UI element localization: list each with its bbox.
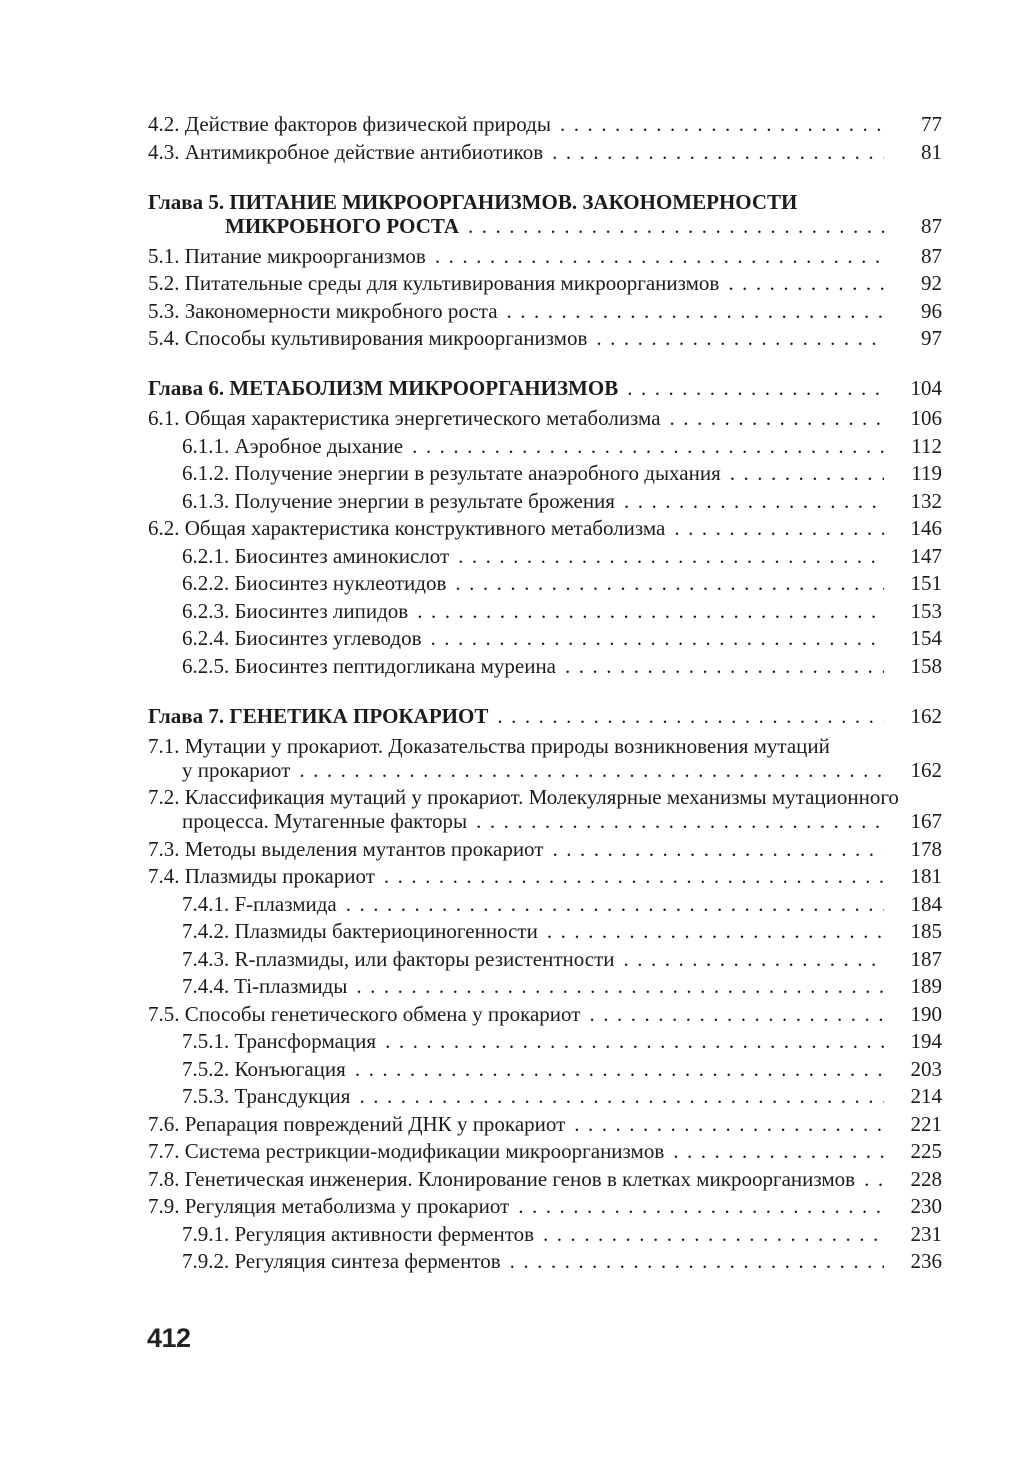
- toc-entry-title: 6.1. Общая характеристика энергетического метаболизма: [148, 406, 661, 430]
- dot-leader: [299, 758, 884, 782]
- toc-entry-title: 7.3. Методы выделения мутантов прокариот: [148, 836, 544, 861]
- toc-entry-page: 190: [910, 1001, 942, 1026]
- toc-entry-line: [148, 892, 942, 916]
- dot-leader: [431, 626, 884, 650]
- toc-entry-title: 6.1.2. Получение энергии в результате анаэробного дыхания: [182, 461, 721, 485]
- toc-entry-title: 7.5.2. Конъюгация: [182, 1056, 346, 1081]
- toc-entry-line: [148, 1194, 942, 1218]
- toc-entry: [148, 1222, 942, 1246]
- toc-list: [148, 112, 942, 1273]
- toc-entry: [148, 406, 942, 430]
- toc-entry-page: 225: [910, 1139, 942, 1163]
- dot-leader: [458, 544, 884, 568]
- toc-entry-title: 6.2.3. Биосинтез липидов: [182, 598, 409, 623]
- toc-entry-title: 4.3. Антимикробное действие антибиотиков: [148, 139, 544, 164]
- toc-entry-line: [148, 516, 942, 540]
- toc-entry-title: 7.9. Регуляция метаболизма у прокариот: [148, 1194, 510, 1218]
- toc-entry: [148, 974, 942, 998]
- dot-leader: [435, 244, 884, 268]
- dot-leader: [674, 516, 884, 540]
- dot-leader: [673, 1139, 884, 1163]
- dot-leader: [596, 326, 884, 350]
- dot-leader: [510, 1249, 884, 1273]
- toc-entry-line: [148, 1112, 942, 1136]
- toc-entry: [148, 1112, 942, 1136]
- dot-leader: [730, 461, 884, 485]
- toc-entry-page: 106: [910, 406, 942, 430]
- toc-entry: [148, 626, 942, 650]
- toc-entry: [148, 919, 942, 943]
- toc-entry-line: [148, 1139, 942, 1163]
- toc-entry-line: [148, 571, 942, 595]
- toc-entry: [148, 654, 942, 678]
- toc-entry: [148, 734, 942, 782]
- toc-entry-title: 7.4.2. Плазмиды бактериоциногенности: [182, 919, 538, 943]
- toc-entry-page: 230: [910, 1194, 942, 1218]
- toc-entry-page: 96: [921, 298, 942, 323]
- dot-leader: [565, 654, 884, 678]
- dot-leader: [547, 919, 884, 943]
- dot-leader: [417, 599, 884, 623]
- toc-entry-line: [148, 864, 942, 888]
- toc-entry-page: 178: [910, 836, 942, 861]
- toc-entry-page: 87: [921, 243, 942, 268]
- toc-entry-line: [148, 1057, 942, 1081]
- toc-entry-page: 92: [921, 271, 942, 295]
- toc-entry-page: 203: [910, 1056, 942, 1081]
- toc-entry-line: [148, 785, 942, 809]
- toc-entry: [148, 434, 942, 458]
- toc-entry-page: 236: [910, 1249, 942, 1273]
- dot-leader: [497, 704, 884, 728]
- toc-entry: [148, 1139, 942, 1163]
- toc-entry-title: 7.4.3. R-плазмиды, или факторы резистентности: [182, 946, 615, 971]
- toc-entry-line: [148, 1084, 942, 1108]
- toc-entry-page: 184: [910, 891, 942, 916]
- toc-entry-line: [148, 947, 942, 971]
- toc-entry-title: 7.4.1. F-плазмида: [182, 891, 337, 916]
- toc-entry-title-continuation: у прокариот: [182, 757, 291, 782]
- toc-entry-title: 7.6. Репарация повреждений ДНК у прокариот: [148, 1111, 566, 1136]
- toc-entry-title-continuation: процесса. Мутагенные факторы: [182, 809, 468, 833]
- toc-entry-line: [148, 704, 942, 728]
- toc-entry-page: 194: [910, 1029, 942, 1053]
- toc-entry-line: [148, 626, 942, 650]
- dot-leader: [355, 1057, 884, 1081]
- toc-entry: [148, 892, 942, 916]
- toc-entry-line: [148, 654, 942, 678]
- toc-entry-page: 97: [921, 326, 942, 350]
- toc-entry-page: 189: [910, 974, 942, 998]
- toc-entry-line: [148, 406, 942, 430]
- toc-entry-line: [148, 1249, 942, 1273]
- toc-entry-continuation-line: [148, 214, 942, 238]
- toc-entry-line: [148, 489, 942, 513]
- toc-entry-page: 151: [910, 571, 942, 595]
- toc-entry-title: 6.2.4. Биосинтез углеводов: [182, 626, 422, 650]
- toc-entry-line: [148, 734, 942, 758]
- toc-entry: [148, 704, 942, 728]
- toc-entry-page: 147: [910, 543, 942, 568]
- toc-entry-line: [148, 1002, 942, 1026]
- dot-leader: [543, 1222, 884, 1246]
- toc-entry-title: 5.4. Способы культивирования микроорганизмов: [148, 326, 588, 350]
- toc-entry-continuation-line: [148, 758, 942, 782]
- toc-entry-line: [148, 974, 942, 998]
- toc-entry-title: 6.2.2. Биосинтез нуклеотидов: [182, 571, 447, 595]
- toc-entry-title: 4.2. Действие факторов физической природы: [148, 112, 551, 136]
- dot-leader: [507, 299, 884, 323]
- toc-entry-line: [148, 299, 942, 323]
- toc-entry: [148, 785, 942, 833]
- toc-entry-line: [148, 434, 942, 458]
- toc-entry: [148, 1249, 942, 1273]
- dot-leader: [356, 974, 884, 998]
- page-number-footer: 412: [147, 1323, 191, 1353]
- toc-entry-title: Глава 5. ПИТАНИЕ МИКРООРГАНИЗМОВ. ЗАКОНОМЕРНОСТИ: [148, 189, 798, 214]
- toc-entry-title: 7.5. Способы генетического обмена у прокариот: [148, 1001, 581, 1026]
- toc-entry-page: 231: [910, 1221, 942, 1246]
- toc-entry-title: 7.1. Мутации у прокариот. Доказательства природы возникновения мутаций: [148, 733, 830, 758]
- toc-entry: [148, 837, 942, 861]
- toc-entry-title: 7.8. Генетическая инженерия. Клонирование генов в клетках микроорганизмов: [148, 1166, 856, 1191]
- dot-leader: [552, 837, 884, 861]
- toc-entry-title: 6.1.1. Аэробное дыхание: [182, 433, 404, 458]
- toc-entry: [148, 1167, 942, 1191]
- toc-entry: [148, 1057, 942, 1081]
- toc-entry-line: [148, 837, 942, 861]
- toc-entry-page: 112: [911, 433, 942, 458]
- toc-entry-title-continuation: МИКРОБНОГО РОСТА: [225, 213, 459, 238]
- dot-leader: [627, 376, 884, 400]
- toc-entry: [148, 571, 942, 595]
- toc-entry-line: [148, 140, 942, 164]
- toc-entry: [148, 1029, 942, 1053]
- toc-entry-page: 154: [910, 626, 942, 650]
- toc-entry-title: 7.2. Классификация мутаций у прокариот. Молекулярные механизмы мутационного: [148, 785, 899, 809]
- toc-entry-page: 228: [910, 1166, 942, 1191]
- toc-entry-page: 162: [910, 757, 942, 782]
- toc-entry-line: [148, 919, 942, 943]
- toc-entry-line: [148, 1167, 942, 1191]
- toc-entry-line: [148, 1029, 942, 1053]
- toc-entry-page: 119: [911, 461, 942, 485]
- toc-entry-title: Глава 7. ГЕНЕТИКА ПРОКАРИОТ: [148, 703, 489, 728]
- toc-entry-title: 6.1.3. Получение энергии в результате брожения: [182, 488, 615, 513]
- toc-entry: [148, 461, 942, 485]
- toc-entry-page: 167: [910, 809, 942, 833]
- dot-leader: [455, 571, 884, 595]
- toc-entry-page: 153: [910, 598, 942, 623]
- dot-leader: [560, 112, 884, 136]
- toc-entry-page: 158: [910, 653, 942, 678]
- toc-entry: [148, 1194, 942, 1218]
- dot-leader: [624, 489, 884, 513]
- toc-entry-line: [148, 271, 942, 295]
- dot-leader: [476, 809, 884, 833]
- toc-entry-line: [148, 326, 942, 350]
- dot-leader: [864, 1167, 884, 1191]
- toc-entry-page: 185: [910, 919, 942, 943]
- toc-entry-title: 5.3. Закономерности микробного роста: [148, 298, 498, 323]
- toc-entry-title: 6.2.5. Биосинтез пептидогликана муреина: [182, 653, 557, 678]
- toc-entry-page: 104: [910, 376, 942, 400]
- toc-entry-page: 214: [910, 1084, 942, 1108]
- toc-entry-page: 81: [921, 139, 942, 164]
- dot-leader: [385, 1029, 884, 1053]
- dot-leader: [518, 1194, 884, 1218]
- toc-entry-line: [148, 190, 942, 214]
- toc-entry: [148, 864, 942, 888]
- toc-entry: [148, 326, 942, 350]
- toc-entry-page: 221: [910, 1111, 942, 1136]
- toc-entry: [148, 140, 942, 164]
- toc-entry-title: Глава 6. МЕТАБОЛИЗМ МИКРООРГАНИЗМОВ: [148, 376, 619, 400]
- toc-entry: [148, 516, 942, 540]
- dot-leader: [346, 892, 884, 916]
- toc-entry-title: 7.5.1. Трансформация: [182, 1029, 377, 1053]
- toc-entry-line: [148, 244, 942, 268]
- toc-entry-title: 7.9.2. Регуляция синтеза ферментов: [182, 1249, 501, 1273]
- dot-leader: [384, 864, 884, 888]
- toc-entry-title: 7.4.4. Ti-плазмиды: [182, 974, 348, 998]
- toc-entry: [148, 1084, 942, 1108]
- toc-entry-page: 87: [921, 213, 942, 238]
- toc-entry-line: [148, 1222, 942, 1246]
- toc-entry: [148, 947, 942, 971]
- dot-leader: [624, 947, 884, 971]
- toc-entry-line: [148, 376, 942, 400]
- toc-entry-title: 7.9.1. Регуляция активности ферментов: [182, 1221, 535, 1246]
- dot-leader: [359, 1084, 884, 1108]
- toc-entry: [148, 1002, 942, 1026]
- toc-entry-page: 181: [910, 864, 942, 888]
- toc-entry: [148, 599, 942, 623]
- toc-entry-title: 5.2. Питательные среды для культивирования микроорганизмов: [148, 271, 720, 295]
- dot-leader: [468, 214, 884, 238]
- dot-leader: [552, 140, 884, 164]
- toc-entry-title: 6.2. Общая характеристика конструктивного метаболизма: [148, 516, 666, 540]
- toc-entry-title: 5.1. Питание микроорганизмов: [148, 243, 426, 268]
- toc-entry-line: [148, 461, 942, 485]
- toc-entry: [148, 244, 942, 268]
- toc-entry-continuation-line: [148, 809, 942, 833]
- toc-entry: [148, 299, 942, 323]
- toc-entry-title: 7.7. Система рестрикции-модификации микроорганизмов: [148, 1139, 665, 1163]
- toc-entry-page: 132: [910, 488, 942, 513]
- toc-entry: [148, 190, 942, 238]
- dot-leader: [574, 1112, 884, 1136]
- toc-entry: [148, 544, 942, 568]
- dot-leader: [589, 1002, 884, 1026]
- toc-entry-page: 146: [910, 516, 942, 540]
- toc-entry: [148, 112, 942, 136]
- toc-entry-line: [148, 599, 942, 623]
- dot-leader: [728, 271, 884, 295]
- toc-entry-line: [148, 544, 942, 568]
- toc-entry-title: 7.5.3. Трансдукция: [182, 1084, 351, 1108]
- toc-entry: [148, 489, 942, 513]
- toc-entry-title: 7.4. Плазмиды прокариот: [148, 864, 375, 888]
- toc-entry: [148, 376, 942, 400]
- toc-entry-title: 6.2.1. Биосинтез аминокислот: [182, 543, 450, 568]
- toc-entry-page: 77: [921, 112, 942, 136]
- dot-leader: [670, 406, 884, 430]
- toc-entry-page: 162: [910, 703, 942, 728]
- toc-entry-line: [148, 112, 942, 136]
- dot-leader: [412, 434, 884, 458]
- toc-entry-page: 187: [910, 946, 942, 971]
- toc-entry: [148, 271, 942, 295]
